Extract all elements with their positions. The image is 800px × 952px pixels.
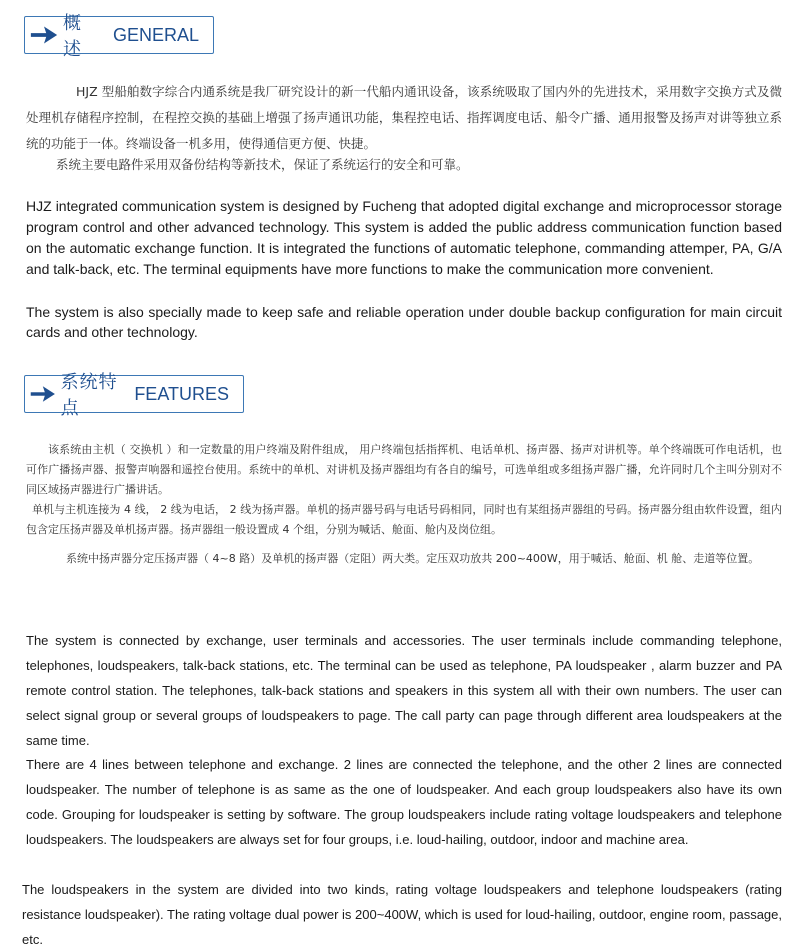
- overview-en-paragraph-2: The system is also specially made to keep safe and reliable operation under double backup configuration for main circuit cards and other technology.: [26, 304, 782, 340]
- overview-zh-paragraph-2: 系统主要电路件采用双备份结构等新技术，保证了系统运行的安全和可靠。: [56, 157, 469, 172]
- arrow-right-icon: [29, 23, 59, 47]
- overview-zh-paragraph-1: HJZ 型船舶数字综合内通系统是我厂研究设计的新一代船内通讯设备，该系统吸取了国内外的先进技术，采用数字交换方式及微处理机存储程序控制，在程控交换的基础上增强了扬声通讯功能，集程控电话、指挥调度电话、船令广播、通用报警及扬声对讲等独立系统的功能于一体。终端设备一机多用，使得通信更方便、快捷。: [26, 84, 783, 151]
- section-title-en: FEATURES: [134, 383, 229, 404]
- section-header-general: [24, 13, 214, 60]
- features-zh-paragraph-1: 该系统由主机（ 交换机 ）和一定数量的用户终端及附件组成， 用户终端包括指挥机、电话单机、扬声器、扬声对讲机等。单个终端既可作电话机，也可作广播扬声器、报警声响器和遥控台使用。系统中的单机、对讲机及扬声器组均有各自的编号，可选单组或多组扬声器广播，允许同时几个主叫分别对不同区域扬声器进行广播讲话。: [26, 443, 782, 496]
- section-title-zh: 概 述: [63, 13, 83, 60]
- features-zh-paragraph-2: 单机与主机连接为 4 线， 2 线为电话， 2 线为扬声器。单机的扬声器号码与电话号码相同，同时也有某组扬声器组的号码。扬声器分组由软件设置，组内包含定压扬声器及单机扬声器。扬声器组一般设置成 4 个组，分别为喊话、舱面、舱内及岗位组。: [26, 503, 782, 536]
- features-zh-paragraph-3: 系统中扬声器分定压扬声器（ 4~8 路）及单机的扬声器（定阻）两大类。定压双功放共 200~400W，用于喊话、舱面、机 舱、走道等位置。: [66, 552, 760, 565]
- arrow-right-icon: [29, 382, 57, 406]
- section-title-en: GENERAL: [112, 24, 199, 45]
- features-en-paragraph-1: The system is connected by exchange, user terminals and accessories. The user terminals include commanding telephone, telephones, loudspeakers, talk-back stations, etc. The terminal can be used as telephone, PA loudspeaker , alarm buzzer and PA remote control station. The telephones, talk-back stations and speakers in this system all with their own numbers. The user can select signal group or several groups of loudspeakers to page. The call party can page through different area loudspeakers at the same time.: [26, 633, 782, 748]
- overview-en-paragraph-1: HJZ integrated communication system is designed by Fucheng that adopted digital exchange and microprocessor storage program control and other advanced technology. This system is added the public address communication function based on the automatic exchange function. It is integrated the functions of automatic telephone, commanding attemper, PA, G/A and talk-back, etc. The terminal equipments have more functions to make the communication more convenient.: [26, 198, 782, 277]
- features-en-paragraph-3: The loudspeakers in the system are divided into two kinds, rating voltage loudspeakers and telephone loudspeakers (rating resistance loudspeaker). The rating voltage dual power is 200~400W, which is used for loud-hailing, outdoor, engine room, passage, etc.: [22, 882, 782, 947]
- section-title-zh: 系统特点: [60, 372, 118, 419]
- features-en-paragraph-2: There are 4 lines between telephone and exchange. 2 lines are connected the telephone, and the other 2 lines are connected loudspeaker. The number of telephone is as same as the one of loudspeaker. And each group loudspeakers also have its own code. Grouping for loudspeaker is setting by software. The group loudspeakers include rating voltage loudspeakers and telephone loudspeakers. The loudspeakers are always set for four groups, i.e. loud-hailing, outdoor, indoor and machine area.: [26, 757, 782, 847]
- section-header-features: [24, 372, 244, 419]
